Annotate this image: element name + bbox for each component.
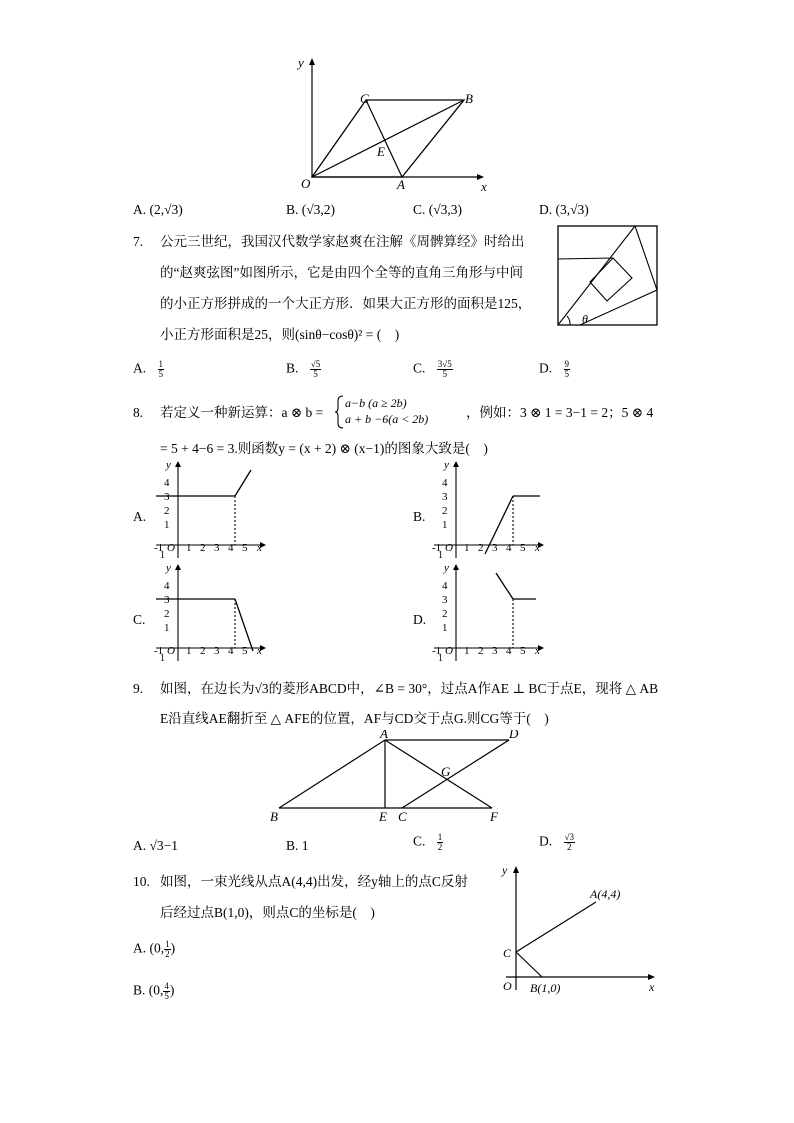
numerator: √3 bbox=[564, 832, 574, 842]
q8-graph-b[interactable] bbox=[428, 458, 553, 563]
q7-zhaoshuang-figure bbox=[556, 224, 660, 328]
denominator: 5 bbox=[164, 991, 169, 1001]
label-a: A bbox=[380, 730, 388, 741]
q9-number: 9. bbox=[133, 681, 144, 696]
ytick-neg1: 1 bbox=[438, 550, 443, 561]
ytick-2: 2 bbox=[442, 505, 448, 517]
numerator: √5 bbox=[310, 359, 321, 369]
ytick-3: 3 bbox=[164, 594, 170, 606]
q6-label-b: B bbox=[465, 91, 473, 106]
side-ba bbox=[279, 740, 385, 808]
xtick-4: 4 bbox=[228, 645, 234, 657]
q9-option-b[interactable]: B. 1 bbox=[286, 838, 309, 853]
ytick-1: 1 bbox=[164, 519, 170, 531]
q7-option-b-frac bbox=[310, 360, 321, 379]
q10-figure bbox=[496, 860, 666, 1000]
q7-number: 7. bbox=[133, 234, 144, 249]
q8-graph-a[interactable] bbox=[150, 458, 275, 563]
q7-option-a-label: A. bbox=[133, 360, 147, 376]
numerator: 4 bbox=[164, 981, 169, 991]
label-f: F bbox=[490, 809, 498, 824]
x-label: x bbox=[649, 980, 655, 994]
origin-label: O bbox=[445, 645, 453, 657]
x-label: x bbox=[535, 542, 540, 554]
q10-option-a-pre: A. (0, bbox=[133, 940, 165, 956]
ytick-3: 3 bbox=[442, 594, 448, 606]
q9-line1: 如图，在边长为√3的菱形ABCD中，∠B = 30°，过点A作AE ⊥ BC于点E，现将 △ AB bbox=[160, 681, 659, 696]
q9-option-c[interactable] bbox=[413, 833, 443, 852]
q8-graph-c[interactable] bbox=[150, 561, 275, 666]
numerator: 1 bbox=[437, 832, 443, 842]
xtick-2: 2 bbox=[200, 542, 206, 554]
xtick-3: 3 bbox=[214, 542, 220, 554]
ytick-2: 2 bbox=[442, 608, 448, 620]
xtick-2: 2 bbox=[200, 645, 206, 657]
denominator: 2 bbox=[165, 949, 170, 959]
ytick-4: 4 bbox=[164, 580, 170, 592]
q7-small-square bbox=[590, 258, 632, 301]
q7-option-d-frac bbox=[564, 360, 571, 379]
xtick-5: 5 bbox=[242, 542, 248, 554]
y-arrow bbox=[513, 866, 519, 873]
denominator: 5 bbox=[442, 369, 447, 379]
curve-rise bbox=[235, 470, 251, 496]
origin-label: O bbox=[503, 979, 512, 993]
q10-option-a-post: ) bbox=[170, 940, 176, 956]
q9-option-c-label: C. bbox=[413, 833, 426, 849]
ytick-4: 4 bbox=[164, 477, 170, 489]
y-label: y bbox=[166, 562, 171, 574]
q8-case2: a + b −6(a < 2b) bbox=[345, 412, 429, 426]
label-g: G bbox=[441, 764, 451, 779]
q8-option-a-label[interactable]: A. bbox=[133, 509, 147, 524]
xtick-3: 3 bbox=[214, 645, 220, 657]
q6-y-arrow bbox=[309, 58, 315, 65]
q6-option-a[interactable]: A. (2,√3) bbox=[133, 202, 183, 217]
q7-option-a-frac bbox=[158, 360, 165, 379]
numerator: 1 bbox=[158, 359, 163, 369]
q6-option-b[interactable]: B. (√3,2) bbox=[286, 202, 336, 217]
q6-diagonal-ca bbox=[366, 100, 402, 177]
xtick-3: 3 bbox=[492, 645, 498, 657]
q7-line-2 bbox=[635, 226, 657, 290]
y-arrow bbox=[175, 564, 181, 570]
q6-label-c: C bbox=[360, 91, 369, 106]
ytick-3: 3 bbox=[164, 491, 170, 503]
xtick-5: 5 bbox=[520, 645, 526, 657]
q7-option-a[interactable] bbox=[133, 360, 164, 379]
q7-line4: 小正方形面积是25，则(sinθ−cosθ)² = ( ) bbox=[160, 327, 400, 342]
q7-option-b-label: B. bbox=[286, 360, 299, 376]
q7-theta: θ bbox=[582, 312, 588, 326]
q10-option-b-pre: B. (0, bbox=[133, 982, 164, 998]
curve-fall bbox=[496, 573, 513, 599]
denominator: 5 bbox=[564, 369, 569, 379]
numerator: 1 bbox=[165, 939, 170, 949]
q8-graph-d[interactable] bbox=[428, 561, 553, 666]
q8-line2: = 5 + 4−6 = 3.则函数y = (x + 2) ⊗ (x−1)的图象大致是( ) bbox=[160, 441, 488, 456]
q10-option-b[interactable] bbox=[133, 982, 174, 1001]
ytick-neg1: 1 bbox=[438, 653, 443, 664]
q8-option-c-label[interactable]: C. bbox=[133, 612, 146, 627]
q6-option-d[interactable]: D. (3,√3) bbox=[539, 202, 589, 217]
q7-option-d-label: D. bbox=[539, 360, 553, 376]
q9-figure bbox=[262, 730, 532, 826]
ytick-neg1: 1 bbox=[160, 550, 165, 561]
y-arrow bbox=[453, 564, 459, 570]
ytick-1: 1 bbox=[442, 622, 448, 634]
xtick-4: 4 bbox=[506, 542, 512, 554]
q7-option-b[interactable] bbox=[286, 360, 321, 379]
xtick-5: 5 bbox=[520, 542, 526, 554]
q7-option-c[interactable] bbox=[413, 360, 453, 379]
q9-option-a[interactable]: A. √3−1 bbox=[133, 838, 179, 853]
q7-option-c-label: C. bbox=[413, 360, 426, 376]
q6-diagonal-ob bbox=[312, 100, 464, 177]
side-cd bbox=[402, 740, 509, 808]
xtick-1: 1 bbox=[464, 542, 470, 554]
y-label: y bbox=[502, 863, 508, 877]
y-label: y bbox=[444, 562, 449, 574]
ray-ca bbox=[516, 902, 596, 952]
q6-label-e: E bbox=[377, 144, 385, 159]
segment-af bbox=[385, 740, 492, 808]
ytick-1: 1 bbox=[442, 519, 448, 531]
curve-fall bbox=[235, 599, 253, 651]
denominator: 5 bbox=[313, 369, 318, 379]
q7-option-d[interactable] bbox=[539, 360, 570, 379]
q10-option-a[interactable] bbox=[133, 940, 175, 959]
label-a: A(4,4) bbox=[590, 887, 621, 901]
ytick-2: 2 bbox=[164, 505, 170, 517]
ytick-4: 4 bbox=[442, 477, 448, 489]
q8-line1-post: ，例如：3 ⊗ 1 = 3−1 = 2；5 ⊗ 4 bbox=[466, 405, 654, 420]
q8-number: 8. bbox=[133, 405, 144, 420]
origin-label: O bbox=[167, 542, 175, 554]
label-c: C bbox=[398, 809, 407, 824]
y-label: y bbox=[444, 459, 449, 471]
q9-option-d-label: D. bbox=[539, 833, 553, 849]
xtick-5: 5 bbox=[242, 645, 248, 657]
q7-seg-a bbox=[558, 258, 613, 259]
q7-line3: 的小正方形拼成的一个大正方形．如果大正方形的面积是125， bbox=[160, 296, 532, 311]
q8-case1: a−b (a ≥ 2b) bbox=[345, 396, 407, 410]
q8-brace bbox=[335, 395, 345, 429]
xtick-4: 4 bbox=[506, 645, 512, 657]
label-b: B bbox=[270, 809, 278, 824]
xtick-2: 2 bbox=[478, 645, 484, 657]
ytick-4: 4 bbox=[442, 580, 448, 592]
xtick-2: 2 bbox=[478, 542, 484, 554]
label-e: E bbox=[379, 809, 387, 824]
q6-label-a: A bbox=[397, 177, 405, 192]
xtick-1: 1 bbox=[186, 645, 192, 657]
q6-figure bbox=[290, 55, 500, 195]
y-label: y bbox=[166, 459, 171, 471]
q10-number: 10. bbox=[133, 874, 150, 889]
q6-label-o: O bbox=[301, 176, 311, 191]
label-b: B(1,0) bbox=[530, 981, 561, 995]
q7-angle-arc bbox=[567, 316, 570, 325]
q7-option-c-frac bbox=[437, 360, 453, 379]
x-label: x bbox=[535, 645, 540, 657]
ytick-neg1: 1 bbox=[160, 653, 165, 664]
q9-option-d[interactable] bbox=[539, 833, 575, 852]
origin-label: O bbox=[445, 542, 453, 554]
origin-label: O bbox=[167, 645, 175, 657]
q10-option-b-post: ) bbox=[169, 982, 175, 998]
ytick-3: 3 bbox=[442, 491, 448, 503]
x-label: x bbox=[257, 645, 262, 657]
q6-label-x: x bbox=[481, 179, 487, 194]
denominator: 5 bbox=[158, 369, 163, 379]
q6-option-c[interactable]: C. (√3,3) bbox=[413, 202, 463, 217]
q10-line1: 如图，一束光线从点A(4,4)出发，经y轴上的点C反射 bbox=[160, 874, 468, 889]
denominator: 2 bbox=[566, 842, 572, 852]
numerator: 3√5 bbox=[437, 359, 452, 369]
q10-line2: 后经过点B(1,0)，则点C的坐标是( ) bbox=[160, 905, 375, 920]
q7-line2: 的“赵爽弦图”如图所示，它是由四个全等的直角三角形与中间 bbox=[160, 265, 523, 280]
q8-option-d-label[interactable]: D. bbox=[413, 612, 427, 627]
label-d: D bbox=[509, 730, 519, 741]
xtick-neg1: -1 bbox=[432, 542, 442, 554]
q8-option-b-label[interactable]: B. bbox=[413, 509, 426, 524]
y-arrow bbox=[453, 461, 459, 467]
q8-line1-pre: 若定义一种新运算：a ⊗ b = bbox=[160, 405, 324, 420]
xtick-neg1: -1 bbox=[154, 542, 164, 554]
label-c: C bbox=[503, 946, 512, 960]
q9-option-c-frac bbox=[437, 833, 444, 852]
x-label: x bbox=[257, 542, 262, 554]
xtick-4: 4 bbox=[228, 542, 234, 554]
xtick-1: 1 bbox=[186, 542, 192, 554]
xtick-1: 1 bbox=[464, 645, 470, 657]
ytick-1: 1 bbox=[164, 622, 170, 634]
q6-label-y: y bbox=[298, 55, 304, 70]
q7-big-square bbox=[558, 226, 657, 325]
y-arrow bbox=[175, 461, 181, 467]
xtick-neg1: -1 bbox=[432, 645, 442, 657]
q7-line-3 bbox=[580, 290, 657, 325]
xtick-3: 3 bbox=[492, 542, 498, 554]
q9-line2: E沿直线AE翻折至 △ AFE的位置，AF与CD交于点G.则CG等于( ) bbox=[160, 711, 549, 726]
ray-cb bbox=[516, 952, 542, 977]
denominator: 2 bbox=[437, 842, 443, 852]
numerator: 9 bbox=[564, 359, 569, 369]
q9-option-d-frac bbox=[564, 833, 575, 852]
q7-line1: 公元三世纪，我国汉代数学家赵爽在注解《周髀算经》时给出 bbox=[160, 234, 525, 249]
ytick-2: 2 bbox=[164, 608, 170, 620]
xtick-neg1: -1 bbox=[154, 645, 164, 657]
